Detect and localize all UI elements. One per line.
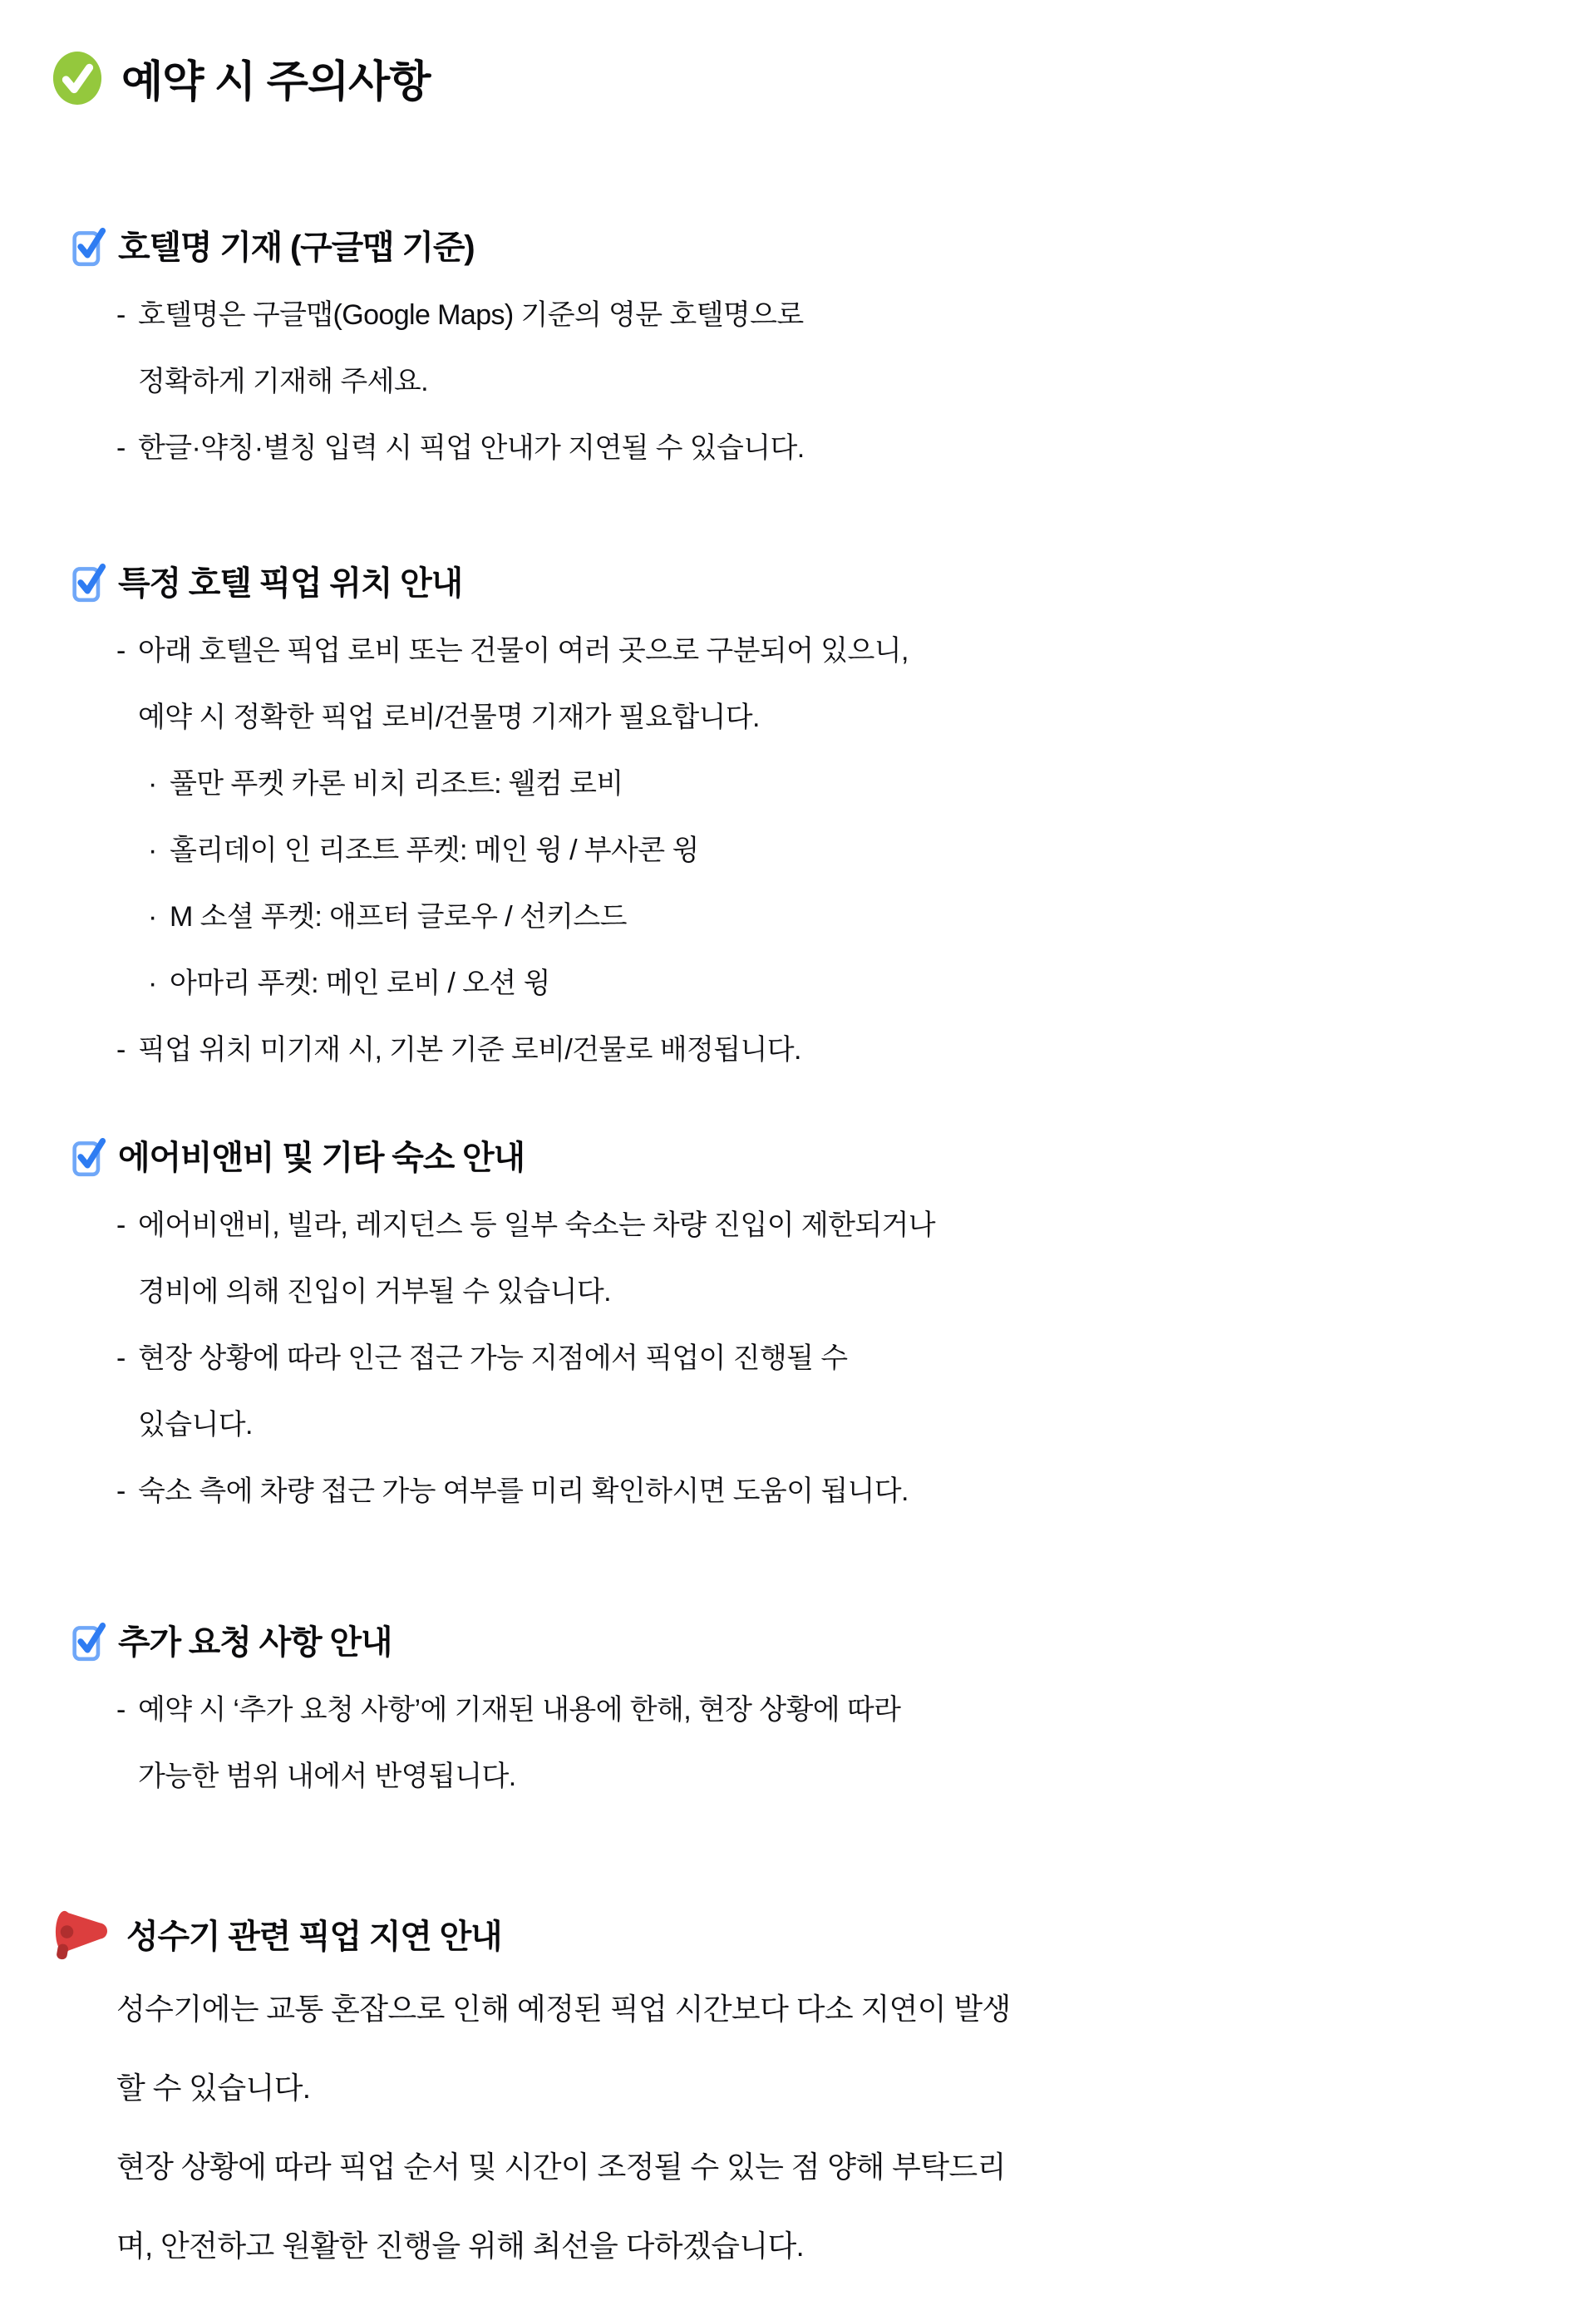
list-item xyxy=(71,884,1546,950)
text-line: 홀리데이 인 리조트 푸켓: 메인 윙 / 부사콘 윙 xyxy=(170,835,699,866)
sections-container xyxy=(52,221,1546,1810)
list-item xyxy=(71,415,1546,481)
list-item xyxy=(71,817,1546,884)
list-item-text xyxy=(170,751,623,817)
list-item xyxy=(71,282,1546,415)
bullet-marker: · xyxy=(148,968,157,999)
bullet-marker: · xyxy=(148,835,157,866)
list-item-text xyxy=(138,282,804,415)
text-line: 예약 시 정확한 픽업 로비/건물명 기재가 필요합니다. xyxy=(138,702,760,733)
section-airbnb-lodging xyxy=(71,1131,1546,1525)
text-line: 현장 상황에 따라 인근 접근 가능 지점에서 픽업이 진행될 수 xyxy=(138,1342,848,1374)
list-item-text xyxy=(138,1458,909,1525)
text-line: 아래 호텔은 픽업 로비 또는 건물이 여러 곳으로 구분되어 있으니, xyxy=(138,635,909,667)
megaphone-icon xyxy=(52,1906,110,1961)
text-line: 성수기에는 교통 혼잡으로 인해 예정된 픽업 시간보다 다소 지연이 발생 xyxy=(116,1992,1011,2026)
section-heading: 추가 요청 사항 안내 xyxy=(118,1624,392,1661)
text-line: 있습니다. xyxy=(138,1409,253,1441)
text-line: 픽업 위치 미기재 시, 기본 기준 로비/건물로 배정됩니다. xyxy=(138,1034,801,1066)
text-line: 에어비앤비, 빌라, 레지던스 등 일부 숙소는 차량 진입이 제한되거나 xyxy=(138,1209,936,1241)
checkbox-icon xyxy=(71,1133,106,1178)
bullet-marker: - xyxy=(116,1694,126,1726)
text-line: M 소셜 푸켓: 애프터 글로우 / 선키스드 xyxy=(170,901,627,933)
list-item xyxy=(71,1677,1546,1810)
peak-season-notice xyxy=(52,1906,1546,2285)
checkbox-icon xyxy=(71,1618,106,1662)
list-item-text xyxy=(138,415,805,481)
list-item xyxy=(71,1325,1546,1458)
section-heading-row xyxy=(71,1616,1546,1663)
page-title-row xyxy=(52,47,1546,109)
text-line: 한글·약칭·별칭 입력 시 픽업 안내가 지연될 수 있습니다. xyxy=(138,432,805,464)
text-line: 예약 시 ‘추가 요청 사항’에 기재된 내용에 한해, 현장 상황에 따라 xyxy=(138,1694,901,1726)
list-item-text xyxy=(138,618,909,751)
text-line: 정확하게 기재해 주세요. xyxy=(138,366,428,397)
list-item xyxy=(71,1192,1546,1325)
section-item-list xyxy=(71,618,1546,1083)
list-item-text xyxy=(170,817,699,884)
bullet-marker: - xyxy=(116,432,126,464)
text-line: 숙소 측에 차량 접근 가능 여부를 미리 확인하시면 도움이 됩니다. xyxy=(138,1475,909,1507)
page-title: 예약 시 주의사항 xyxy=(121,58,431,106)
section-item-list xyxy=(71,1677,1546,1810)
list-item xyxy=(71,950,1546,1017)
section-heading: 에어비앤비 및 기타 숙소 안내 xyxy=(118,1140,525,1176)
bullet-marker: - xyxy=(116,1342,126,1374)
text-line: 호텔명은 구글맵(Google Maps) 기준의 영문 호텔명으로 xyxy=(138,299,804,331)
list-item xyxy=(71,1458,1546,1525)
bullet-marker: - xyxy=(116,1475,126,1507)
peak-season-paragraph xyxy=(116,1969,1546,2285)
section-heading: 특정 호텔 픽업 위치 안내 xyxy=(118,565,463,602)
list-item-text xyxy=(138,1325,847,1458)
section-heading-row xyxy=(71,221,1546,268)
checkbox-icon xyxy=(71,559,106,603)
list-item-text xyxy=(170,884,627,950)
list-item-text xyxy=(138,1017,801,1083)
text-line: 경비에 의해 진입이 거부될 수 있습니다. xyxy=(138,1276,611,1308)
list-item-text xyxy=(138,1192,935,1325)
bullet-marker: - xyxy=(116,1034,126,1066)
bullet-marker: - xyxy=(116,635,126,667)
section-item-list xyxy=(71,282,1546,481)
check-circle-icon xyxy=(52,51,103,106)
section-item-list xyxy=(71,1192,1546,1525)
section-pickup-location xyxy=(71,557,1546,1083)
list-item-text xyxy=(170,950,550,1017)
list-item xyxy=(71,1017,1546,1083)
bullet-marker: - xyxy=(116,299,126,331)
section-hotel-name xyxy=(71,221,1546,481)
bullet-marker: · xyxy=(148,901,157,933)
list-item xyxy=(71,618,1546,751)
section-heading: 호텔명 기재 (구글맵 기준) xyxy=(118,229,475,266)
text-line: 가능한 범위 내에서 반영됩니다. xyxy=(138,1761,516,1792)
section-heading-row xyxy=(71,1131,1546,1179)
checkbox-icon xyxy=(71,223,106,268)
text-line: 며, 안전하고 원활한 진행을 위해 최선을 다하겠습니다. xyxy=(116,2229,805,2263)
bullet-marker: - xyxy=(116,1209,126,1241)
peak-season-heading: 성수기 관련 픽업 지연 안내 xyxy=(126,1918,502,1955)
text-line: 할 수 있습니다. xyxy=(116,2071,311,2105)
peak-season-heading-row xyxy=(52,1906,1546,1961)
text-line: 아마리 푸켓: 메인 로비 / 오션 윙 xyxy=(170,968,550,999)
text-line: 현장 상황에 따라 픽업 순서 및 시간이 조정될 수 있는 점 양해 부탁드리 xyxy=(116,2150,1006,2184)
list-item xyxy=(71,751,1546,817)
section-heading-row xyxy=(71,557,1546,604)
text-line: 풀만 푸켓 카론 비치 리조트: 웰컴 로비 xyxy=(170,768,623,800)
section-additional-request xyxy=(71,1616,1546,1810)
list-item-text xyxy=(138,1677,900,1810)
bullet-marker: · xyxy=(148,768,157,800)
